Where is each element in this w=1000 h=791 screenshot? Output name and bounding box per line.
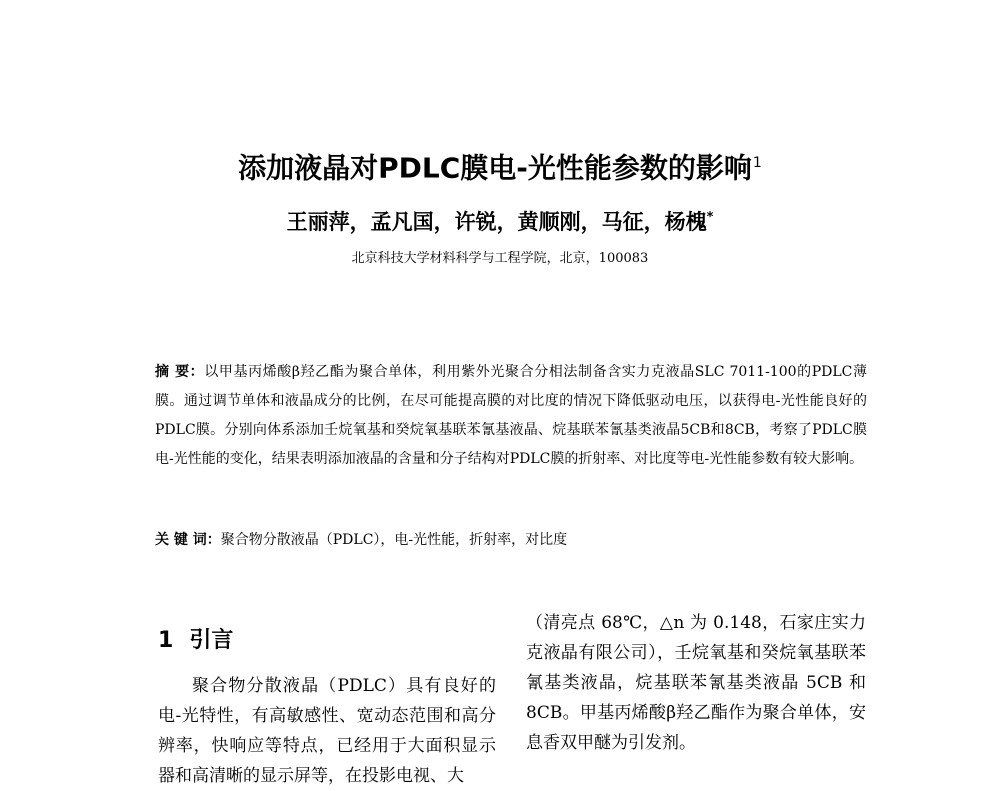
abstract-label: 摘 要： xyxy=(155,364,205,380)
abstract-text: 以甲基丙烯酸β羟乙酯为聚合单体，利用紫外光聚合分相法制备含实力克液晶SLC 7011-100的PDLC薄膜。通过调节单体和液晶成分的比例，在尽可能提高膜的对比度的情况下降低驱动电压，以获得电-光性能良好的PDLC膜。分别向体系添加壬烷氧基和癸烷氧基联苯氰基液晶、烷基联苯氰基类液晶5CB和8CB，考察了PDLC膜电-光性能的变化，结果表明添加液晶的含量和分子结构对PDLC膜的折射率、对比度等电-光性能参数有较大影响。 xyxy=(155,364,867,467)
keywords xyxy=(155,530,867,550)
left-column xyxy=(158,615,496,791)
keywords-text: 聚合物分散液晶（PDLC），电-光性能，折射率，对比度 xyxy=(220,532,568,548)
paper-title-text: 添加液晶对PDLC膜电-光性能参数的影响 xyxy=(238,151,752,185)
author-affiliation: 北京科技大学材料科学与工程学院，北京，100083 xyxy=(351,251,649,266)
section-title: 引言 xyxy=(189,628,234,653)
author-list xyxy=(0,204,1000,236)
title-footnote-marker: 1 xyxy=(752,155,762,171)
section-heading-introduction xyxy=(158,623,496,659)
right-column-text: （清亮点 68℃，△n 为 0.148，石家庄实力克液晶有限公司），壬烷氧基和癸烷氧基联苯氰基类液晶，烷基联苯氰基类液晶 5CB 和 8CB。甲基丙烯酸β羟乙酯作为聚合单体，安息香双甲醚为引发剂。 xyxy=(526,613,866,753)
keywords-label: 关 键 词： xyxy=(155,532,221,548)
introduction-paragraph: 聚合物分散液晶（PDLC）具有良好的电-光特性，有高敏感性、宽动态范围和高分辨率，快响应等特点，已经用于大面积显示器和高清晰的显示屏等，在投影电视、大 xyxy=(158,676,496,786)
section-number: 1 xyxy=(158,628,174,653)
paper-title xyxy=(0,146,1000,185)
corresponding-author-mark: * xyxy=(706,210,714,225)
author-names: 王丽萍，孟凡国，许锐，黄顺刚，马征，杨槐 xyxy=(286,210,707,234)
abstract xyxy=(155,358,867,474)
